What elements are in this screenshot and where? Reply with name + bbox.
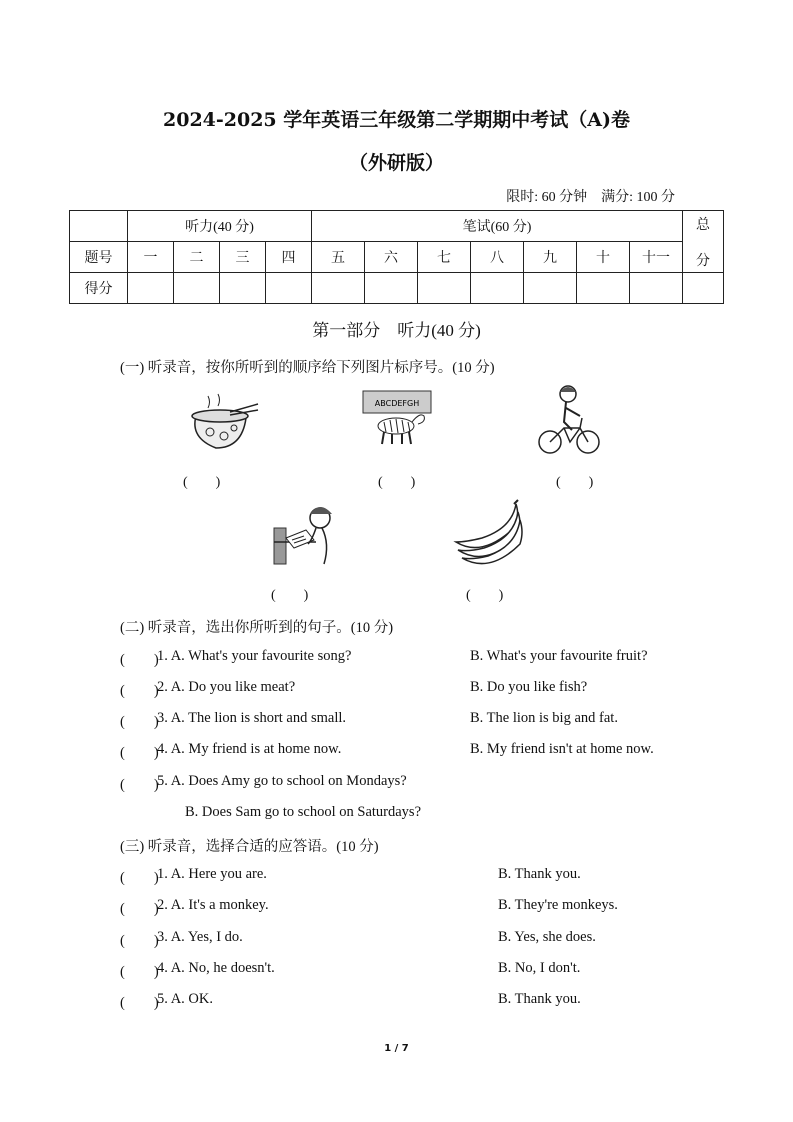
option-b: B. Yes, she does.: [498, 929, 596, 945]
option-b: B. Does Sam go to school on Saturdays?: [185, 804, 422, 820]
col-header: 二: [174, 242, 220, 273]
answer-blank[interactable]: ( ): [556, 475, 594, 490]
answer-blank[interactable]: ( ): [378, 475, 416, 490]
option-a: 1. A. Here you are.: [157, 866, 267, 882]
answer-blank[interactable]: ( ): [120, 964, 159, 980]
col-header: 六: [365, 242, 418, 273]
bananas-picture: [452, 498, 524, 570]
option-a: 5. A. Does Amy go to school on Mondays?: [157, 773, 407, 789]
full-score: 满分: 100 分: [601, 190, 675, 205]
score-cell[interactable]: [683, 273, 724, 304]
option-a: 4. A. My friend is at home now.: [157, 741, 342, 757]
score-table-corner: [70, 211, 128, 242]
answer-blank[interactable]: ( ): [120, 933, 159, 949]
option-a: 1. A. What's your favourite song?: [157, 648, 352, 664]
score-cell[interactable]: [630, 273, 683, 304]
col-header: 九: [524, 242, 577, 273]
option-a: 5. A. OK.: [157, 991, 213, 1007]
option-b: B. Do you like fish?: [470, 679, 588, 695]
answer-blank[interactable]: ( ): [120, 901, 159, 917]
option-b: B. Thank you.: [498, 866, 581, 882]
option-b: B. No, I don't.: [498, 960, 581, 976]
exam-meta: [506, 186, 675, 206]
answer-blank[interactable]: ( ): [120, 777, 159, 793]
col-header: 五: [312, 242, 365, 273]
col-header: 八: [471, 242, 524, 273]
svg-text:ABCDEFGH: ABCDEFGH: [374, 399, 420, 408]
score-table: [69, 210, 724, 304]
score-cell[interactable]: [266, 273, 312, 304]
score-cell[interactable]: [128, 273, 174, 304]
answer-blank[interactable]: ( ): [183, 475, 221, 490]
answer-blank[interactable]: ( ): [271, 588, 309, 603]
section3-instruction: (三) 听录音，选择合适的应答语。(10 分): [120, 839, 379, 855]
col-header: 四: [266, 242, 312, 273]
writing-header: 笔试(60 分): [312, 211, 683, 242]
option-b: B. What's your favourite fruit?: [470, 648, 648, 664]
section2-instruction: (二) 听录音，选出你所听到的句子。(10 分): [120, 620, 394, 636]
score-cell[interactable]: [312, 273, 365, 304]
section1-instruction: (一) 听录音，按你所听到的顺序给下列图片标序号。(10 分): [120, 360, 495, 376]
answer-blank[interactable]: ( ): [120, 995, 159, 1011]
row-label-number: 题号: [70, 242, 128, 273]
col-header: 十一: [630, 242, 683, 273]
answer-blank[interactable]: ( ): [120, 870, 159, 886]
score-cell[interactable]: [365, 273, 418, 304]
row-label-score: 得分: [70, 273, 128, 304]
zebra-picture: [362, 390, 432, 446]
answer-blank[interactable]: ( ): [466, 588, 504, 603]
option-b: B. The lion is big and fat.: [470, 710, 618, 726]
page-number: 1 / 7: [384, 1043, 409, 1054]
option-a: 3. A. Yes, I do.: [157, 929, 243, 945]
col-header: 一: [128, 242, 174, 273]
option-b: B. Thank you.: [498, 991, 581, 1007]
answer-blank[interactable]: ( ): [120, 652, 159, 668]
score-cell[interactable]: [418, 273, 471, 304]
col-header: 十: [577, 242, 630, 273]
boy-writing-picture: [272, 500, 340, 568]
option-a: 2. A. Do you like meat?: [157, 679, 296, 695]
score-cell[interactable]: [577, 273, 630, 304]
score-cell[interactable]: [524, 273, 577, 304]
boy-riding-bike-picture: [536, 382, 602, 456]
score-cell[interactable]: [220, 273, 266, 304]
option-a: 4. A. No, he doesn't.: [157, 960, 275, 976]
total-header: 总 分: [683, 211, 724, 273]
exam-title: 2024-2025 学年英语三年级第二学期期中考试（A)卷: [163, 109, 630, 131]
answer-blank[interactable]: ( ): [120, 683, 159, 699]
answer-blank[interactable]: ( ): [120, 714, 159, 730]
listening-header: 听力(40 分): [128, 211, 312, 242]
noodles-bowl-picture: [186, 388, 262, 454]
option-a: 3. A. The lion is short and small.: [157, 710, 347, 726]
score-cell[interactable]: [471, 273, 524, 304]
time-limit: 限时: 60 分钟: [506, 190, 588, 205]
option-b: B. My friend isn't at home now.: [470, 741, 654, 757]
col-header: 三: [220, 242, 266, 273]
exam-subtitle: （外研版）: [348, 152, 444, 174]
part1-title: 第一部分 听力(40 分): [312, 321, 481, 340]
col-header: 七: [418, 242, 471, 273]
option-b: B. They're monkeys.: [498, 897, 618, 913]
option-a: 2. A. It's a monkey.: [157, 897, 269, 913]
score-cell[interactable]: [174, 273, 220, 304]
answer-blank[interactable]: ( ): [120, 745, 159, 761]
